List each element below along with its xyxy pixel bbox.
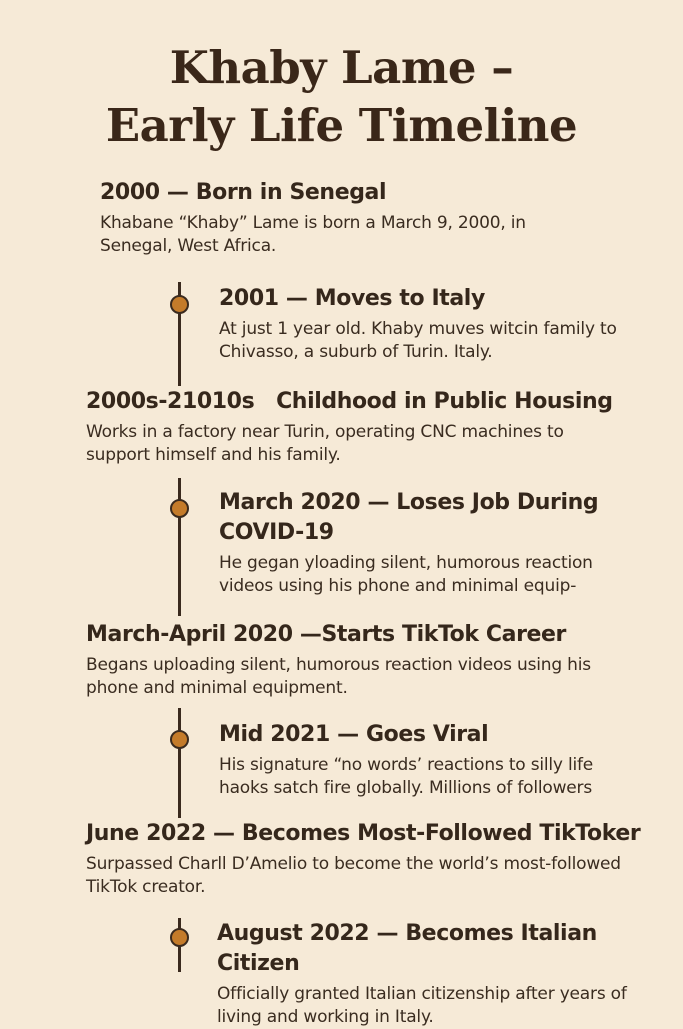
entry-heading: August 2022 — Becomes Italian Citizen bbox=[217, 921, 597, 976]
entry-heading: Mid 2021 — Goes Viral bbox=[219, 722, 489, 747]
timeline-dot bbox=[170, 730, 189, 749]
timeline-dot bbox=[170, 499, 189, 518]
timeline-entry-2020-job bbox=[219, 488, 619, 598]
entry-text: Khabane “Khaby” Lame is born a March 9, 2000, in Senegal, West Africa. bbox=[100, 213, 526, 256]
entry-text: Officially granted Italian citizenship after years of living and working in Italy. bbox=[217, 984, 627, 1027]
entry-heading: June 2022 — Becomes Most-Followed TikToker bbox=[86, 821, 641, 846]
entry-heading: March-April 2020 —Starts TikTok Career bbox=[86, 622, 567, 647]
entry-text: At just 1 year old. Khaby muves witcin family to Chivasso, a suburb of Turin. Italy. bbox=[219, 319, 617, 362]
timeline-entry-childhood bbox=[86, 387, 613, 467]
entry-heading: 2000s-21010s Childhood in Public Housing bbox=[86, 389, 613, 414]
timeline-dot bbox=[170, 295, 189, 314]
page-title-line-2: Early Life Timeline bbox=[105, 99, 578, 152]
timeline-entry-2021 bbox=[219, 720, 639, 800]
entry-text: His signature “no words’ reactions to silly life haoks satch fire globally. Millions of followers bbox=[219, 755, 594, 798]
entry-text: Begans uploading silent, humorous reaction videos using his phone and minimal equipment. bbox=[86, 655, 591, 698]
entry-text: Surpassed Charll D’Amelio to become the world’s most-followed TikTok creator. bbox=[86, 854, 621, 897]
page-title-line-1: Khaby Lame – bbox=[169, 41, 514, 94]
timeline-dot bbox=[170, 928, 189, 947]
timeline-connector bbox=[178, 708, 181, 818]
entry-text: He gegan yloading silent, humorous reaction videos using his phone and minimal equip- bbox=[219, 553, 593, 596]
entry-heading: 2001 — Moves to Italy bbox=[219, 286, 485, 311]
entry-heading: 2000 — Born in Senegal bbox=[100, 180, 387, 205]
entry-text: Works in a factory near Turin, operating CNC machines to support himself and his family. bbox=[86, 422, 564, 465]
timeline-entry-2020-tiktok bbox=[86, 620, 616, 700]
timeline-entry-2022-june bbox=[86, 819, 646, 899]
entry-heading: March 2020 — Loses Job During COVID-19 bbox=[219, 490, 599, 545]
timeline-entry-2001 bbox=[219, 284, 639, 364]
timeline-entry-2022-august bbox=[217, 919, 667, 1029]
timeline-entry-2000 bbox=[100, 178, 570, 258]
